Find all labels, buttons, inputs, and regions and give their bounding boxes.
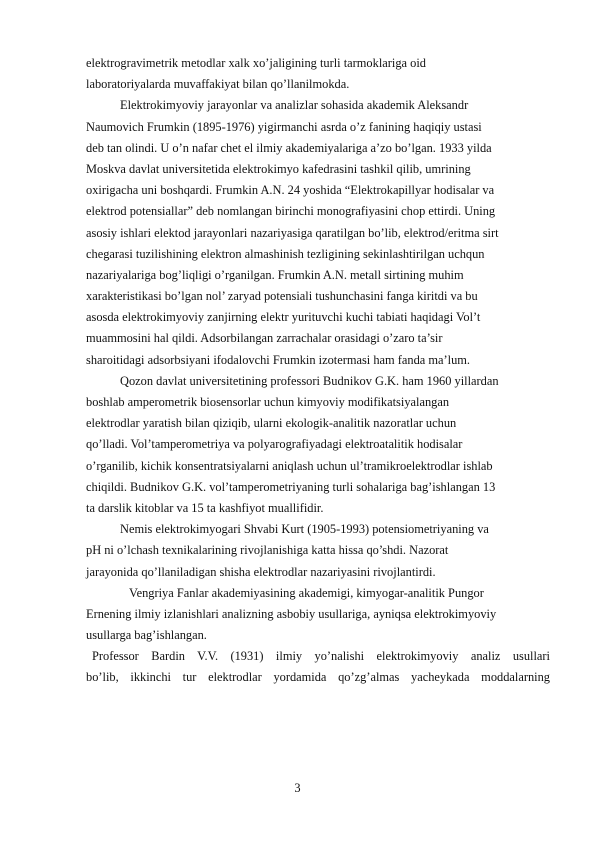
paragraph-start-line: Vengriya Fanlar akademiyasining akademigi, kimyogar-analitik Pungor <box>129 585 484 600</box>
text-line: jarayonida qo’llaniladigan shisha elektrodlar nazariyasini rivojlantirdi. <box>86 564 436 579</box>
text-line: elektrod potensiallar” deb nomlangan birinchi monografiyasini chop ettirdi. Uning <box>86 204 496 219</box>
text-line: muammosini hal qildi. Adsorbilangan zarrachalar orasidagi o’zaro ta’sir <box>86 331 443 346</box>
text-line: elektrodlar yaratish bilan qiziqib, ularni ekologik-analitik nazoratlar uchun <box>86 416 457 431</box>
text-line: ta darslik kitoblar va 15 ta kashfiyot muallifidir. <box>86 500 324 515</box>
justified-text-line: bo’lib, ikkinchi tur elektrodlar yordamida qo’zg’almas yacheykada moddalarning <box>86 670 550 685</box>
text-line: pH ni o’lchash texnikalarining rivojlanishiga katta hissa qo’shdi. Nazorat <box>86 543 449 558</box>
page-number: 3 <box>294 781 301 795</box>
text-line: asosda elektrokimyoviy zanjirning elektr yurituvchi kuchi tabiati haqidagi Vol’t <box>86 310 481 325</box>
paragraph-start-line: Qozon davlat universitetining professori Budnikov G.K. ham 1960 yillardan <box>120 373 499 388</box>
text-line: sharoitidagi adsorbsiyani ifodalovchi Frumkin izotermasi ham fanda ma’lum. <box>86 352 471 367</box>
text-line: chegarasi tuzilishining elektron almashinish tezligining sekinlashtirilgan uchqun <box>86 246 485 261</box>
text-line: Naumovich Frumkin (1895-1976) yigirmanchi asrda o’z fanining haqiqiy ustasi <box>86 119 482 134</box>
text-line: nazariyalariga bog’liqligi o’rganilgan. Frumkin A.N. metall sirtining muhim <box>86 267 464 282</box>
text-line: elektrogravimetrik metodlar xalk xo’jaligining turli tarmoklariga oid <box>86 56 426 70</box>
text-line: laboratoriyalarda muvaffakiyat bilan qo’llanilmokda. <box>86 77 350 92</box>
text-line: boshlab amperometrik biosensorlar uchun kimyoviy modifikatsiyalangan <box>86 395 450 409</box>
text-line: o’rganilib, kichik konsentratsiyalarni aniqlash uchun ul’tramikroelektrodlar ishlab <box>86 458 493 473</box>
text-line: qo’lladi. Vol’tamperometriya va polyarografiyadagi elektroatalitik hodisalar <box>86 437 463 452</box>
text-line: Moskva davlat universitetida elektrokimyo kafedrasini tashkil qilib, umrining <box>86 161 471 176</box>
text-line: oxirigacha uni boshqardi. Frumkin A.N. 24 yoshida “Elektrokapillyar hodisalar va <box>86 183 495 198</box>
body-text <box>86 53 550 689</box>
paragraph-start-line: Elektrokimyoviy jarayonlar va analizlar sohasida akademik Aleksandr <box>120 98 469 113</box>
text-line: chiqildi. Budnikov G.K. vol’tamperometriyaning turli sohalariga bag’ishlangan 13 <box>86 479 496 494</box>
justified-text-line: Professor Bardin V.V. (1931) ilmiy yo’nalishi elektrokimyoviy analiz usullari <box>92 649 550 664</box>
text-line: asosiy ishlari elektod jarayonlari nazariyasiga qaratilgan bo’lib, elektrod/eritma sirt <box>86 225 499 240</box>
text-line: usullarga bag’ishlangan. <box>86 628 207 643</box>
paragraph-start-line: Nemis elektrokimyogari Shvabi Kurt (1905-1993) potensiometriyaning va <box>120 522 489 537</box>
text-line: xarakteristikasi bo’lgan nol’ zaryad potensiali tushunchasini fanga kiritdi va bu <box>86 289 478 304</box>
text-line: Ernening ilmiy izlanishlari analizning asbobiy usullariga, ayniqsa elektrokimyoviy <box>86 606 497 621</box>
text-line: deb tan olindi. U o’n nafar chet el ilmiy akademiyalariga a’zo bo’lgan. 1933 yilda <box>86 140 492 155</box>
